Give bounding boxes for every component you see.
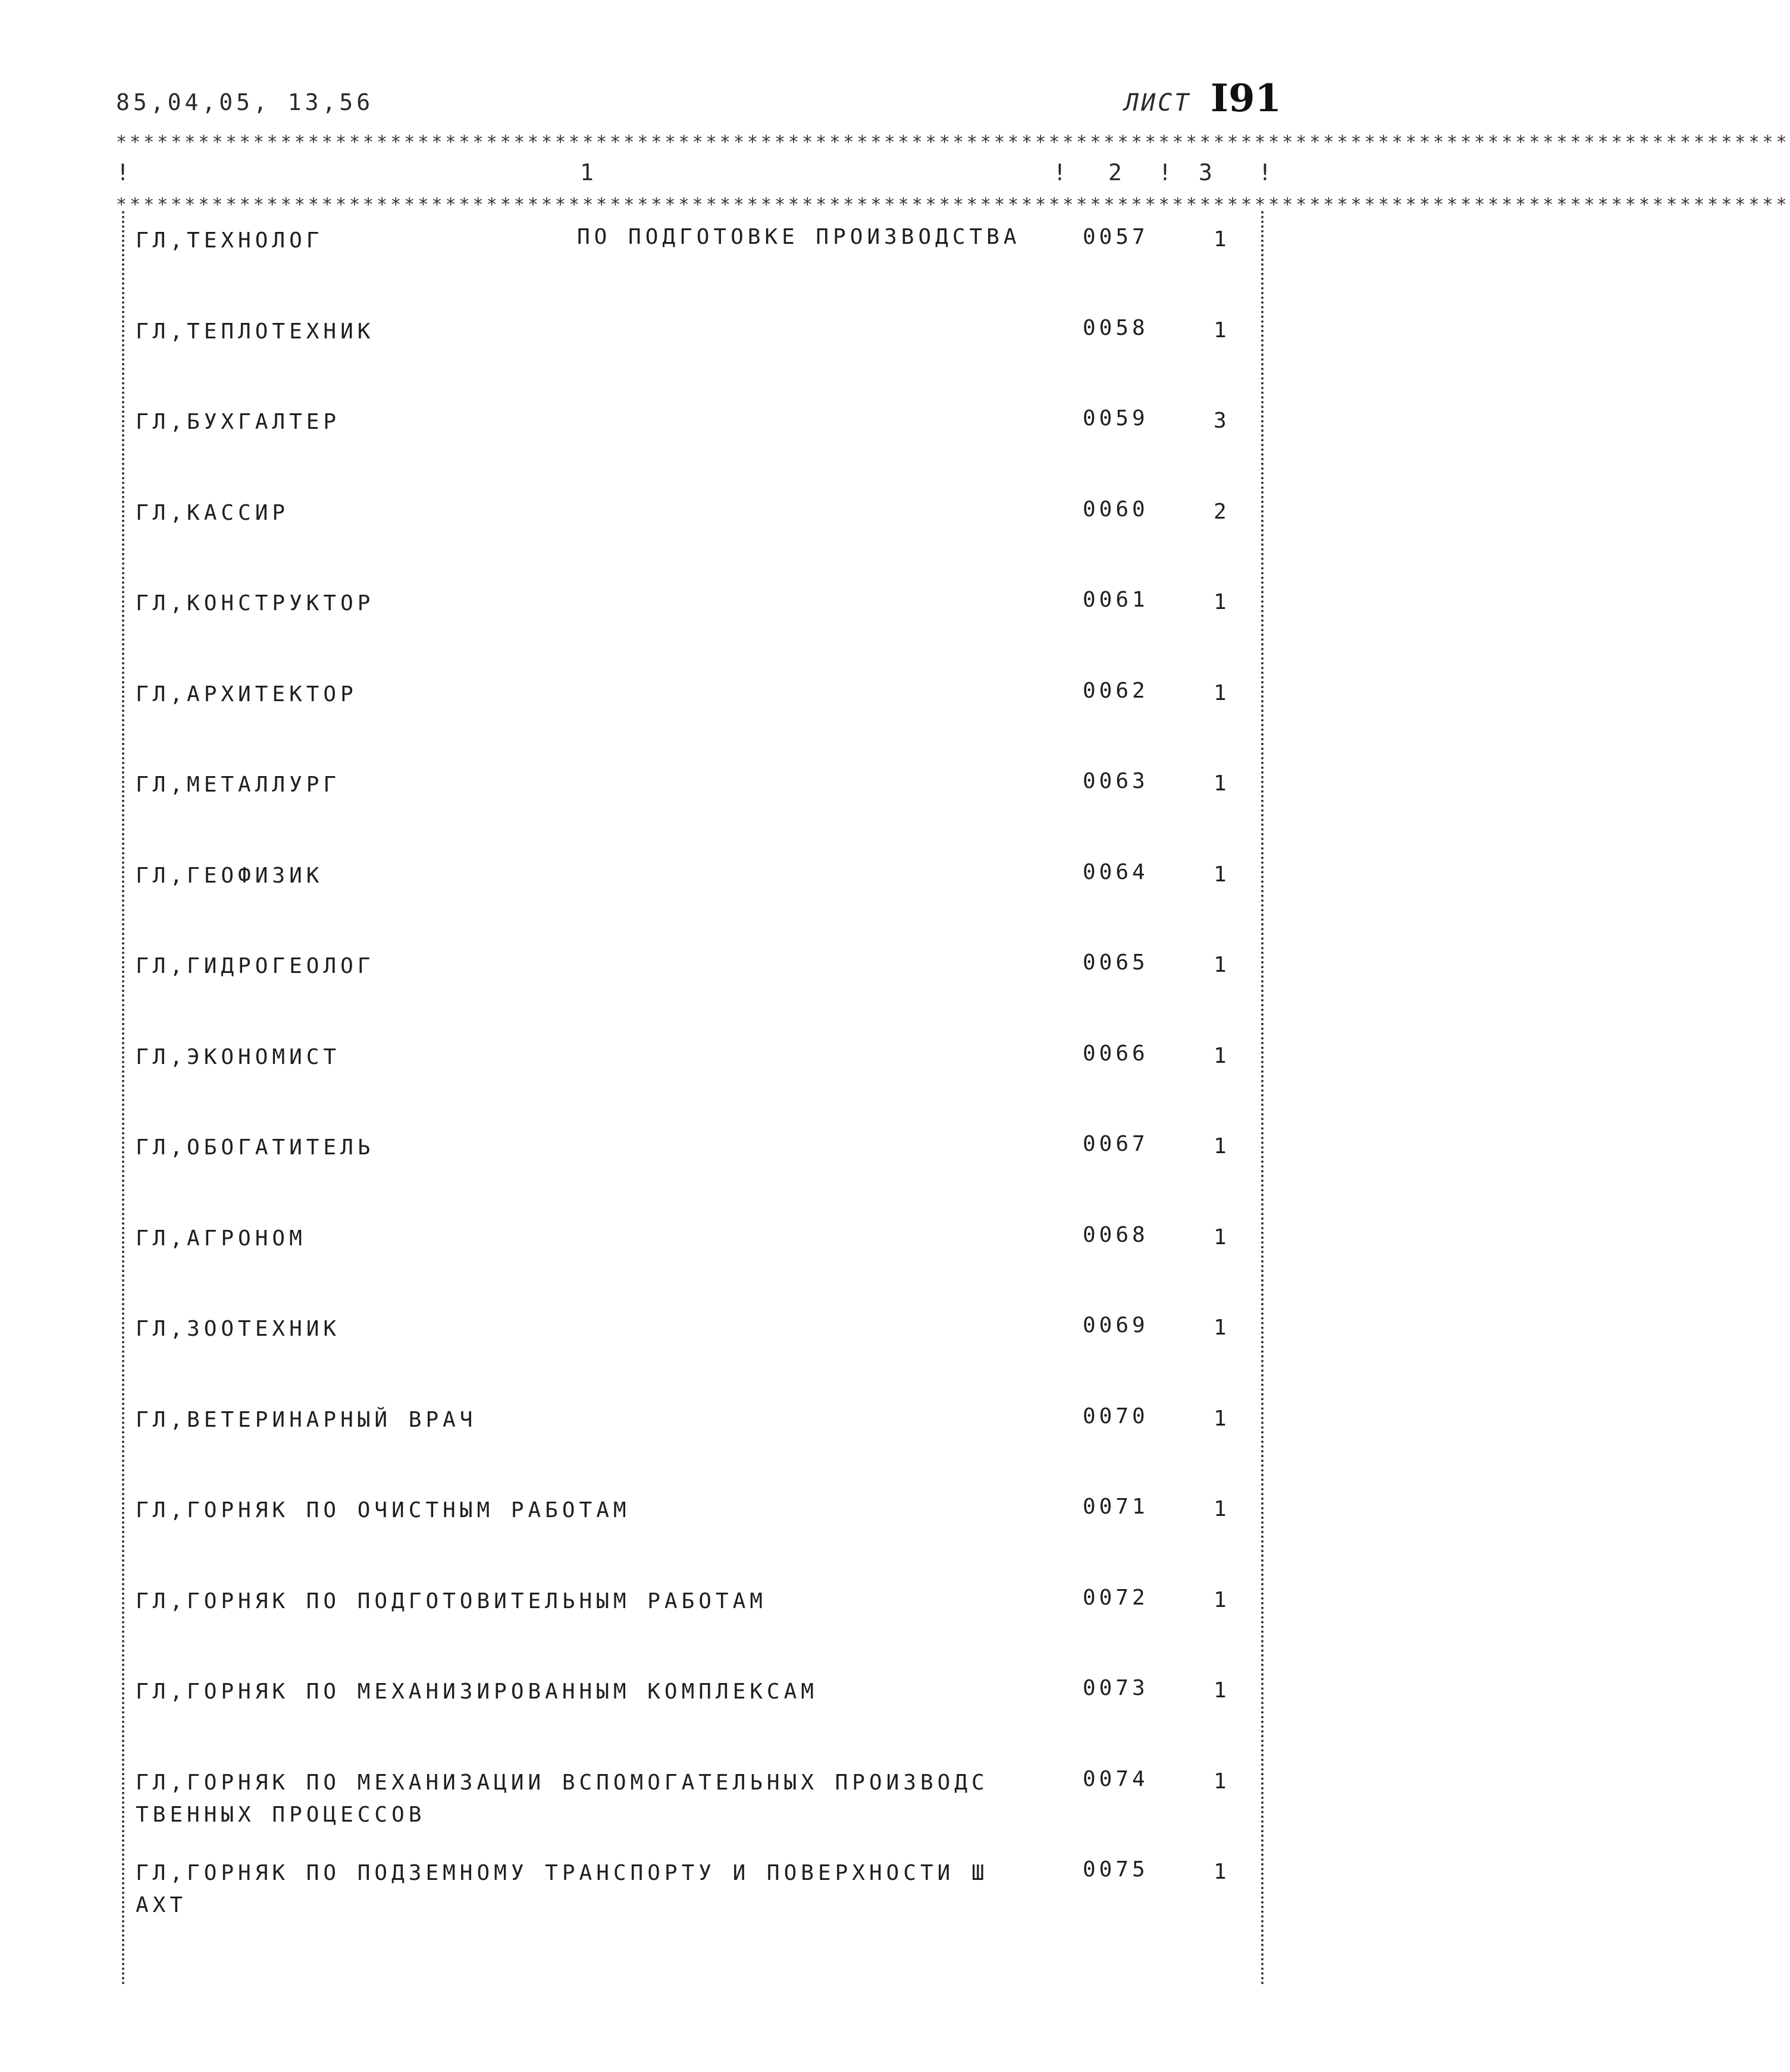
position-name: ГЛ,ГЕОФИЗИК bbox=[136, 864, 324, 888]
position-quantity: 1 bbox=[1214, 953, 1227, 977]
position-name: ГЛ,ГОРНЯК ПО ОЧИСТНЫМ РАБОТАМ bbox=[136, 1498, 631, 1522]
position-code: 0072 bbox=[1083, 1586, 1149, 1610]
column-header-row bbox=[116, 159, 1272, 189]
position-quantity: 1 bbox=[1214, 1044, 1227, 1068]
position-code: 0070 bbox=[1083, 1404, 1149, 1429]
table-row bbox=[0, 1495, 1370, 1542]
position-quantity: 1 bbox=[1214, 1497, 1227, 1521]
table-row bbox=[0, 1767, 1370, 1827]
position-name: ГЛ,ГОРНЯК ПО МЕХАНИЗИРОВАННЫМ КОМПЛЕКСАМ bbox=[136, 1679, 818, 1704]
table-row bbox=[0, 1313, 1370, 1361]
table-row bbox=[0, 1586, 1370, 1633]
position-name: ГЛ,ТЕПЛОТЕХНИК bbox=[136, 319, 375, 344]
table-row bbox=[0, 1132, 1370, 1179]
column-header-border-right: ! bbox=[1258, 159, 1272, 186]
position-quantity: 1 bbox=[1214, 227, 1227, 252]
position-code: 0065 bbox=[1083, 950, 1149, 975]
position-code: 0059 bbox=[1083, 406, 1149, 431]
table-row bbox=[0, 1857, 1370, 1917]
position-name: ГЛ,ГОРНЯК ПО ПОДГОТОВИТЕЛЬНЫМ РАБОТАМ bbox=[136, 1589, 767, 1613]
column-header-1: 1 bbox=[580, 159, 594, 186]
table-row bbox=[0, 950, 1370, 998]
table-row bbox=[0, 679, 1370, 726]
table-row bbox=[0, 860, 1370, 908]
column-header-border-left: ! bbox=[116, 159, 130, 186]
table-row bbox=[0, 769, 1370, 817]
position-name: ГЛ,КОНСТРУКТОР bbox=[136, 591, 375, 616]
table-row bbox=[0, 588, 1370, 635]
position-quantity: 1 bbox=[1214, 681, 1227, 705]
position-code: 0063 bbox=[1083, 769, 1149, 793]
position-name: ГЛ,ГИДРОГЕОЛОГ bbox=[136, 954, 375, 978]
position-name: ГЛ,МЕТАЛЛУРГ bbox=[136, 773, 341, 797]
sheet-number: I91 bbox=[1211, 76, 1281, 121]
table-row bbox=[0, 1404, 1370, 1452]
position-code: 0062 bbox=[1083, 679, 1149, 703]
table-row bbox=[0, 406, 1370, 454]
position-name: ГЛ,ВЕТЕРИНАРНЫЙ ВРАЧ bbox=[136, 1408, 477, 1432]
position-quantity: 1 bbox=[1214, 318, 1227, 343]
print-datetime: 85,04,05, 13,56 bbox=[116, 89, 374, 115]
table-row bbox=[0, 1676, 1370, 1723]
position-name: ГЛ,КАССИР bbox=[136, 501, 290, 525]
sheet-label: ЛИСТ bbox=[1124, 89, 1192, 117]
column-header-3: 3 bbox=[1199, 159, 1212, 186]
position-quantity: 1 bbox=[1214, 1134, 1227, 1159]
table-row bbox=[0, 316, 1370, 363]
position-code: 0060 bbox=[1083, 497, 1149, 522]
position-code: 0061 bbox=[1083, 588, 1149, 612]
position-quantity: 2 bbox=[1214, 500, 1227, 524]
table-row bbox=[0, 497, 1370, 545]
position-name: ГЛ,ТЕХНОЛОГ bbox=[136, 228, 324, 253]
position-quantity: 1 bbox=[1214, 771, 1227, 796]
position-code: 0073 bbox=[1083, 1676, 1149, 1700]
position-quantity: 3 bbox=[1214, 409, 1227, 433]
position-name: ГЛ,ЗООТЕХНИК bbox=[136, 1317, 341, 1341]
position-name: ГЛ,ЭКОНОМИСТ bbox=[136, 1045, 341, 1069]
table-row bbox=[0, 225, 1370, 272]
position-code: 0067 bbox=[1083, 1132, 1149, 1156]
column-header-2: 2 bbox=[1108, 159, 1122, 186]
position-code: 0066 bbox=[1083, 1041, 1149, 1066]
position-name: ГЛ,АРХИТЕКТОР bbox=[136, 682, 358, 707]
position-quantity: 1 bbox=[1214, 862, 1227, 887]
table-row bbox=[0, 1223, 1370, 1270]
position-name: ГЛ,БУХГАЛТЕР bbox=[136, 410, 341, 434]
position-quantity: 1 bbox=[1214, 1225, 1227, 1250]
position-name: ГЛ,ОБОГАТИТЕЛЬ bbox=[136, 1135, 375, 1160]
column-header-separator-2: ! bbox=[1158, 159, 1172, 186]
position-name: ГЛ,ГОРНЯК ПО ПОДЗЕМНОМУ ТРАНСПОРТУ И ПОВЕРХНОСТИ Ш АХТ bbox=[136, 1861, 989, 1917]
position-code: 0057 bbox=[1083, 225, 1149, 249]
position-quantity: 1 bbox=[1214, 1407, 1227, 1431]
position-code: 0071 bbox=[1083, 1495, 1149, 1519]
position-quantity: 1 bbox=[1214, 1316, 1227, 1340]
position-quantity: 1 bbox=[1214, 1769, 1227, 1794]
position-code: 0069 bbox=[1083, 1313, 1149, 1338]
position-code: 0074 bbox=[1083, 1767, 1149, 1791]
position-quantity: 1 bbox=[1214, 590, 1227, 614]
column-header-separator-1: ! bbox=[1053, 159, 1067, 186]
position-code: 0058 bbox=[1083, 316, 1149, 340]
position-code: 0075 bbox=[1083, 1857, 1149, 1882]
star-divider-header: ************************************************************************************************************************** bbox=[116, 194, 1790, 215]
first-row-extra-text: ПО ПОДГОТОВКЕ ПРОИЗВОДСТВА bbox=[577, 225, 1021, 249]
position-name: ГЛ,ГОРНЯК ПО МЕХАНИЗАЦИИ ВСПОМОГАТЕЛЬНЫХ ПРОИЗВОДС ТВЕННЫХ ПРОЦЕССОВ bbox=[136, 1770, 989, 1827]
position-quantity: 1 bbox=[1214, 1860, 1227, 1884]
position-quantity: 1 bbox=[1214, 1678, 1227, 1703]
position-code: 0064 bbox=[1083, 860, 1149, 884]
position-quantity: 1 bbox=[1214, 1588, 1227, 1612]
table-row bbox=[0, 1041, 1370, 1089]
position-code: 0068 bbox=[1083, 1223, 1149, 1247]
position-name: ГЛ,АГРОНОМ bbox=[136, 1226, 306, 1251]
star-divider-top: ************************************************************************************************************************** bbox=[116, 132, 1790, 153]
